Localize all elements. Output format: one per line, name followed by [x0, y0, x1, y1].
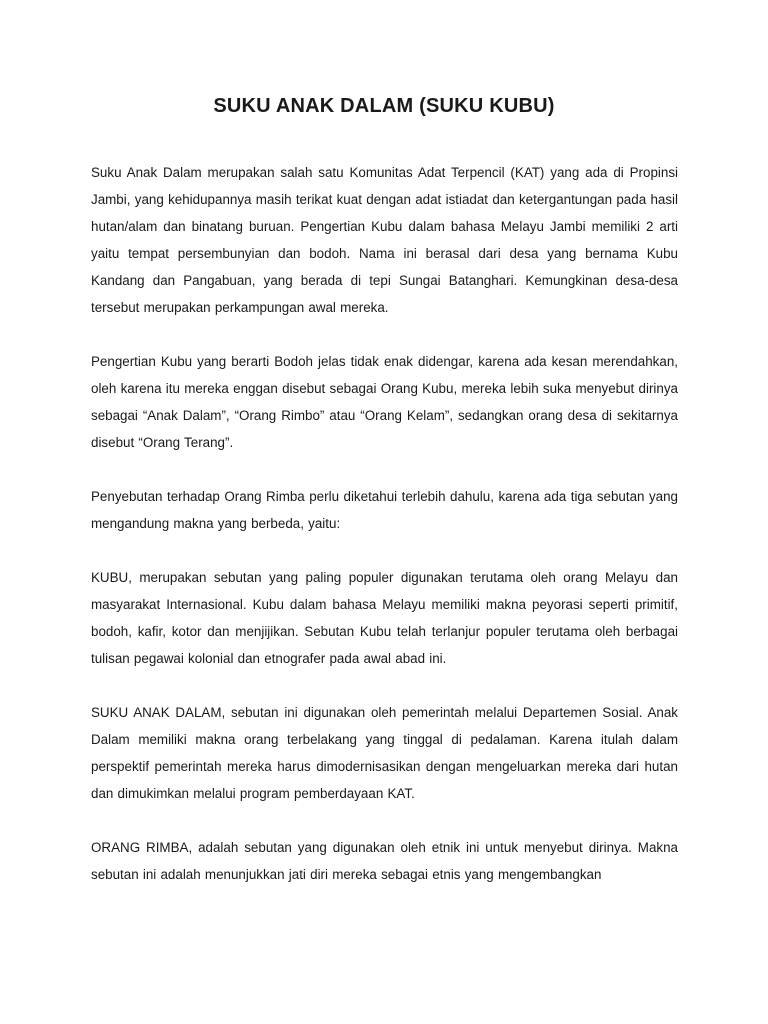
paragraph-three-names: Penyebutan terhadap Orang Rimba perlu diketahui terlebih dahulu, karena ada tiga sebutan yang mengandung makna yang berbeda, yaitu: [91, 489, 678, 531]
paragraph-orang-rimba: ORANG RIMBA, adalah sebutan yang digunakan oleh etnik ini untuk menyebut dirinya. Makna sebutan ini adalah menunjukkan jati diri mereka sebagai etnis yang mengembangkan [91, 840, 678, 882]
paragraph-intro: Suku Anak Dalam merupakan salah satu Komunitas Adat Terpencil (KAT) yang ada di Propinsi Jambi, yang kehidupannya masih terikat kuat dengan adat istiadat dan ketergantungan pada hasil hutan/alam dan binatang buruan. Pengertian Kubu dalam bahasa Melayu Jambi memiliki 2 arti yaitu tempat persembunyian dan bodoh. Nama ini berasal dari desa yang bernama Kubu Kandang dan Pangabuan, yang berada di tepi Sungai Batanghari. Kemungkinan desa-desa tersebut merupakan perkampungan awal mereka. [91, 165, 678, 315]
paragraph-suku-anak-dalam: SUKU ANAK DALAM, sebutan ini digunakan oleh pemerintah melalui Departemen Sosial. Anak Dalam memiliki makna orang terbelakang yang tinggal di pedalaman. Karena itulah dalam perspektif pemerintah mereka harus dimodernisasikan dengan mengeluarkan mereka dari hutan dan dimukimkan melalui program pemberdayaan KAT. [91, 705, 678, 801]
document-title: SUKU ANAK DALAM (SUKU KUBU) [213, 95, 555, 117]
paragraph-kubu: KUBU, merupakan sebutan yang paling populer digunakan terutama oleh orang Melayu dan masyarakat Internasional. Kubu dalam bahasa Melayu memiliki makna peyorasi seperti primitif, bodoh, kafir, kotor dan menjijikan. Sebutan Kubu telah terlanjur populer terutama oleh berbagai tulisan pegawai kolonial dan etnografer pada awal abad ini. [91, 570, 678, 666]
paragraph-kubu-meaning: Pengertian Kubu yang berarti Bodoh jelas tidak enak didengar, karena ada kesan merendahkan, oleh karena itu mereka enggan disebut sebagai Orang Kubu, mereka lebih suka menyebut dirinya sebagai “Anak Dalam”, “Orang Rimbo” atau “Orang Kelam”, sedangkan orang desa di sekitarnya disebut “Orang Terang”. [91, 354, 678, 450]
document-body [91, 159, 678, 915]
